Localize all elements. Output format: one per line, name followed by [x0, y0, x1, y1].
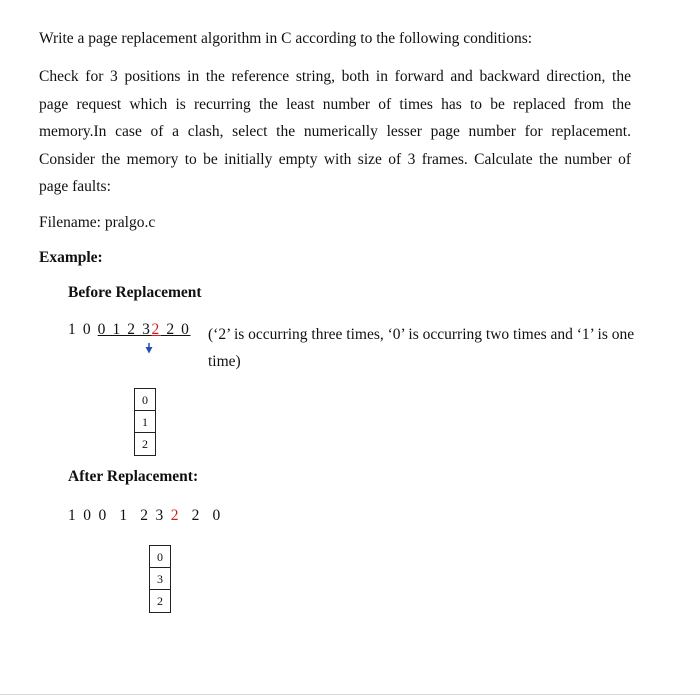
sequence-window-after: 2 0 — [160, 321, 191, 338]
example-heading: Example: — [39, 249, 103, 266]
filename-line: Filename: pralgo.c — [39, 214, 156, 231]
after-frames-table — [149, 545, 171, 613]
after-replacement-heading: After Replacement: — [68, 468, 199, 485]
current-page-highlight: 2 — [170, 507, 181, 524]
after-reference-string — [68, 507, 222, 525]
frame-cell: 0 — [135, 389, 155, 411]
before-reference-string — [68, 321, 191, 339]
frame-cell: 2 — [142, 437, 148, 451]
sequence-prefix: 1 0 0 1 2 3 — [68, 507, 171, 524]
down-arrow-icon — [145, 343, 153, 354]
paragraph-line: page faults: — [39, 178, 111, 195]
occurrence-note: (‘2’ is occurring three times, ‘0’ is occurring two times and ‘1’ is one time) — [208, 326, 635, 370]
question-title: Write a page replacement algorithm in C according to the following conditions: — [39, 30, 533, 47]
paragraph-line: memory.In case of a clash, select the numerically lesser page number for replacement. — [39, 123, 631, 140]
paragraph-line: Check for 3 positions in the reference string, both in forward and backward direction, the — [39, 68, 631, 85]
current-page-highlight: 2 — [151, 321, 161, 338]
paragraph-line: page request which is recurring the least number of times has to be replaced from the — [39, 95, 631, 113]
before-replacement-heading: Before Replacement — [68, 284, 202, 301]
frame-cell: 1 — [135, 411, 155, 433]
sequence-prefix: 1 0 — [68, 321, 98, 338]
frame-cell: 0 — [150, 546, 170, 568]
page-bottom-divider — [0, 694, 700, 695]
frame-cell: 2 — [157, 594, 163, 608]
question-paragraph — [39, 63, 631, 201]
sequence-suffix: 2 0 — [180, 507, 223, 524]
before-frames-table — [134, 388, 156, 456]
frame-cell: 3 — [150, 568, 170, 590]
sequence-window: 0 1 2 3 — [97, 321, 152, 338]
paragraph-line: Consider the memory to be initially empty with size of 3 frames. Calculate the number of — [39, 150, 631, 168]
